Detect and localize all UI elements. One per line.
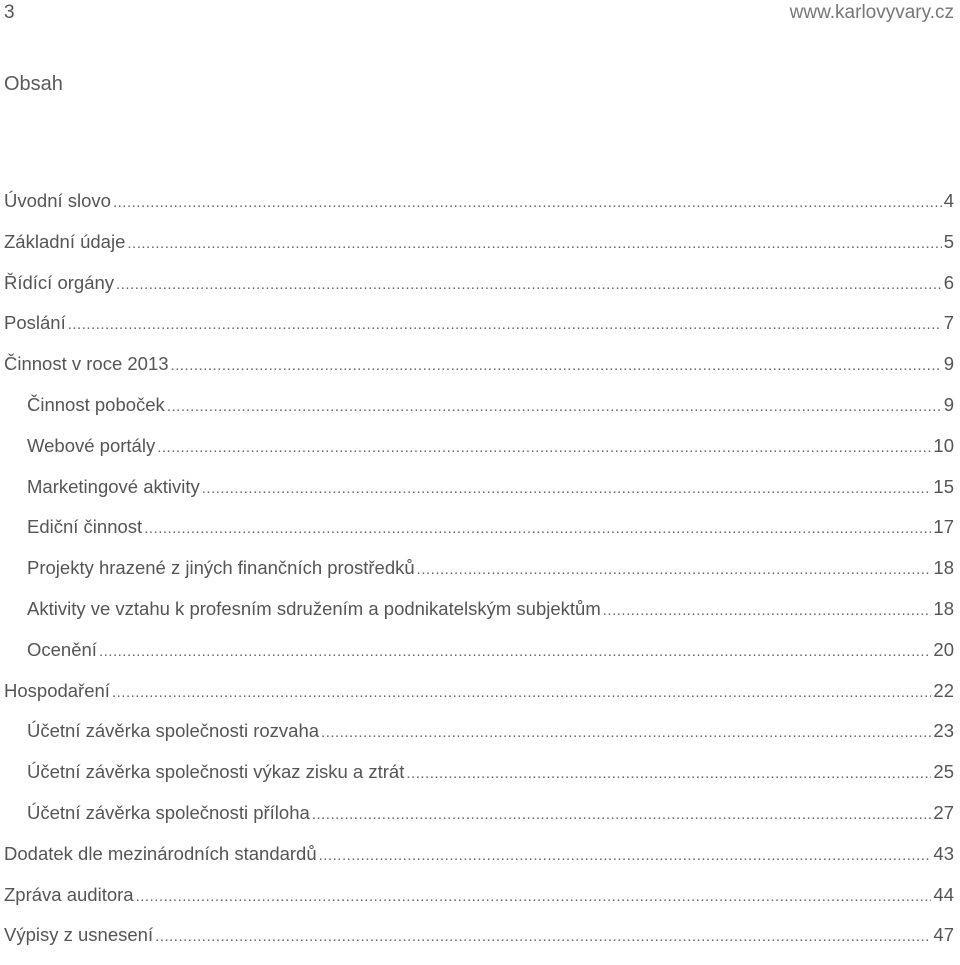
toc-entry-page: 6 [943, 271, 954, 293]
toc-entry-page: 22 [933, 679, 954, 701]
toc-entry-page: 9 [943, 353, 954, 375]
toc-dot-leader [116, 276, 942, 293]
toc-entry-page: 44 [933, 883, 954, 905]
toc-entry[interactable] [0, 639, 960, 680]
toc-entry[interactable] [0, 843, 960, 884]
toc-entry-page: 17 [933, 516, 954, 538]
toc-entry-label: Marketingové aktivity [27, 475, 200, 497]
page-number: 3 [4, 2, 15, 23]
toc-entry-page: 23 [933, 720, 954, 742]
toc-entry[interactable] [0, 802, 960, 843]
toc-entry-label: Účetní závěrka společnosti rozvaha [27, 720, 320, 742]
toc-dot-leader [321, 724, 931, 741]
toc-entry-label: Účetní závěrka společnosti výkaz zisku a ztrát [27, 761, 405, 783]
toc-entry-page: 4 [943, 190, 954, 211]
toc-entry-label: Činnost poboček [27, 393, 165, 415]
toc-entry-label: Úvodní slovo [4, 190, 111, 211]
toc-dot-leader [113, 194, 942, 211]
site-url-link[interactable]: www.karlovyvary.cz [789, 2, 954, 23]
toc-dot-leader [157, 439, 931, 456]
toc-entry-label: Poslání [4, 312, 66, 334]
toc-entry-label: Výpisy z usnesení [4, 924, 154, 946]
toc-entry[interactable] [0, 190, 960, 231]
toc-dot-leader [417, 561, 932, 578]
toc-entry[interactable] [0, 394, 960, 435]
toc-dot-leader [202, 480, 932, 497]
toc-entry-page: 5 [943, 230, 954, 252]
toc-entry-label: Ediční činnost [27, 516, 143, 538]
toc-entry-page: 43 [933, 842, 954, 864]
toc-entry-label: Aktivity ve vztahu k profesním sdružením a podnikatelským subjektům [27, 597, 601, 619]
toc-entry[interactable] [0, 312, 960, 353]
toc-entry[interactable] [0, 231, 960, 272]
toc-dot-leader [136, 888, 932, 905]
toc-dot-leader [99, 643, 931, 660]
toc-entry-page: 20 [933, 638, 954, 660]
toc-entry-label: Účetní závěrka společnosti příloha [27, 801, 310, 823]
toc-entry[interactable] [0, 720, 960, 761]
toc-dot-leader [155, 928, 931, 945]
toc-entry[interactable] [0, 884, 960, 925]
toc-entry-label: Řídící orgány [4, 271, 115, 293]
toc-entry[interactable] [0, 272, 960, 313]
toc-dot-leader [144, 520, 931, 537]
toc-entry[interactable] [0, 680, 960, 721]
toc-dot-leader [127, 235, 941, 252]
toc-entry-label: Projekty hrazené z jiných finančních prostředků [27, 557, 415, 579]
toc-dot-leader [406, 765, 931, 782]
toc-dot-leader [603, 602, 932, 619]
toc-entry[interactable] [0, 924, 960, 965]
toc-entry-label: Ocenění [27, 638, 97, 660]
toc-entry-page: 25 [933, 761, 954, 783]
page-header [0, 0, 960, 30]
toc-entry[interactable] [0, 435, 960, 476]
toc-entry[interactable] [0, 598, 960, 639]
toc-entry[interactable] [0, 761, 960, 802]
toc-entry-page: 27 [933, 801, 954, 823]
toc-dot-leader [68, 316, 942, 333]
table-of-contents [0, 190, 960, 965]
toc-entry-label: Zpráva auditora [4, 883, 134, 905]
toc-entry[interactable] [0, 476, 960, 517]
toc-entry-label: Webové portály [27, 434, 156, 456]
toc-entry-page: 15 [933, 475, 954, 497]
toc-entry-label: Činnost v roce 2013 [4, 353, 169, 375]
toc-entry-page: 10 [933, 434, 954, 456]
toc-dot-leader [312, 806, 932, 823]
toc-dot-leader [319, 847, 932, 864]
toc-title: Obsah [4, 73, 63, 95]
toc-entry-page: 7 [943, 312, 954, 334]
toc-entry-page: 18 [933, 557, 954, 579]
toc-entry[interactable] [0, 557, 960, 598]
toc-dot-leader [171, 357, 942, 374]
toc-dot-leader [167, 398, 942, 415]
toc-entry[interactable] [0, 516, 960, 557]
toc-entry[interactable] [0, 353, 960, 394]
toc-dot-leader [112, 684, 931, 701]
toc-entry-page: 9 [943, 393, 954, 415]
toc-entry-label: Hospodaření [4, 679, 110, 701]
toc-entry-label: Základní údaje [4, 230, 126, 252]
toc-entry-label: Dodatek dle mezinárodních standardů [4, 842, 317, 864]
toc-entry-page: 18 [933, 597, 954, 619]
toc-entry-page: 47 [933, 924, 954, 946]
